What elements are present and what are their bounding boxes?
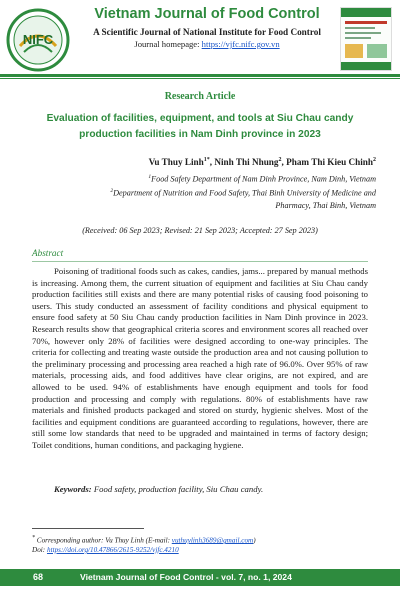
affiliation: $^1$Food Safety Department of Nam Dinh Province, Nam Dinh, Vietnam [148, 174, 376, 184]
homepage-label: Journal homepage: [134, 39, 202, 49]
doi-link[interactable]: https://doi.org/10.47866/2615-9252/vjfc.4210 [46, 546, 179, 554]
abstract-body [32, 266, 368, 452]
author-superscript: 2 [278, 157, 282, 163]
keywords-text: Food safety, production facility, Siu Chau candy. [93, 484, 264, 494]
author-name: Ninh Thi Nhung [214, 157, 279, 168]
header-rule [0, 74, 400, 77]
keywords [32, 484, 368, 494]
header-rule-thin [0, 78, 400, 79]
author-list: Vu Thuy Linh$^{1*}$, Ninh Thi Nhung$^2$, Pham Thi Kieu Chinh$^2$ [148, 157, 376, 168]
author-superscript: 2 [373, 157, 376, 163]
logo-text: NIFC [22, 32, 54, 47]
abstract-text: Poisoning of traditional foods such as cakes, candies, jams... prepared by manual methods is increasing. Among them, the current situation of equipment and facilities at Siu Chau candy production facilities still exists and there are many potential risks of causing food poisoning to users. This study conducted an assessment of facility conditions and physical equipment to ensure food safety at 50 Siu Chau candy production facilities in Nam Dinh province in 2023. Research results show that geographical criteria scores and environment scores all reached over 70%, however only 28% of facilities were designed according to one-way principles. The criteria for collecting and treating waste outside the production area and not causing pollution to the preliminary processing and processing area reached a high rate of 96.0%. Over 95% of raw materials, processing aids, and food additives have clear origins, are not expired, and are allowed to be used. 94% of establishments have enough equipment and tools for food production and processing and comply with regulations. 80% of establishments have raw materials and finished products packaged and stored on sturdy, hygienic shelves. Most of the facilities and equipment conditions are guaranteed according to regulations, however, there are still some low standards that need to be upgraded and maintained in terms of factory design; Toilet conditions, human conditions, and packaging hygiene. [32, 266, 368, 450]
journal-header [0, 0, 400, 76]
journal-homepage [78, 39, 336, 49]
corresponding-author-note: * Corresponding author: Vu Thuy Linh (E-mail: vuthuylinh3689@gmail.com) [32, 535, 256, 545]
author-name: Pham Thi Kieu Chinh [286, 157, 373, 168]
doi-note: Doi: https://doi.org/10.47866/2615-9252/vjfc.4210 [32, 546, 179, 554]
footnote-divider [32, 528, 144, 529]
homepage-link[interactable]: https://vjfc.nifc.gov.vn [201, 39, 280, 49]
journal-title: Vietnam Journal of Food Control [94, 6, 320, 22]
affiliation: $^2$Department of Nutrition and Food Safety, Thai Binh University of Medicine and Pharmacy, Thai Binh, Vietnam [110, 188, 376, 210]
article-type: Research Article [164, 91, 236, 102]
page-number: 68 [33, 572, 44, 582]
paper-title: Evaluation of facilities, equipment, and tools at Siu Chau candy production facilities in Nam Dinh province in 2023 [46, 113, 354, 140]
footer-journal-info: Vietnam Journal of Food Control - vol. 7, no. 1, 2024 [80, 572, 292, 582]
author-name: Vu Thuy Linh [148, 157, 204, 168]
abstract-divider [32, 261, 368, 262]
received-dates: (Received: 06 Sep 2023; Revised: 21 Sep 2023; Accepted: 27 Sep 2023) [82, 226, 318, 235]
author-superscript: 1* [203, 157, 210, 163]
journal-subtitle: A Scientific Journal of National Institute for Food Control [93, 27, 321, 37]
corresponding-email-link[interactable]: vuthuylinh3689@gmail.com [171, 536, 254, 545]
journal-cover-thumbnail [340, 7, 392, 71]
abstract-heading: Abstract [32, 248, 64, 258]
keywords-label: Keywords: [54, 484, 92, 494]
nifc-logo [6, 8, 70, 72]
page-footer [0, 569, 400, 586]
